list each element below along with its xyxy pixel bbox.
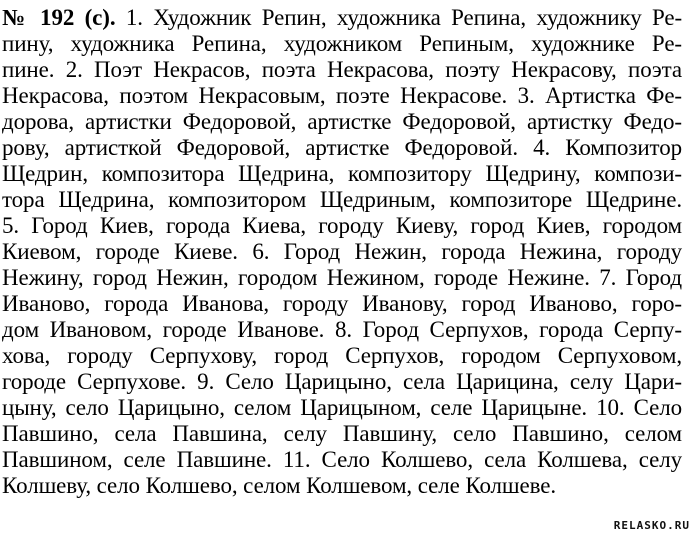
text-line: городе Серпухове. 9. Село Царицыно, села Царицина, селу Цари- xyxy=(2,369,682,394)
text-line: Щедрин, композитора Щедрина, композитору Щедрину, компози- xyxy=(2,161,682,186)
text-line: Киевом, городе Киеве. 6. Город Нежин, города Нежина, городу xyxy=(2,239,682,264)
text-line: Павшином, селе Павшине. 11. Село Колшево, села Колшева, селу xyxy=(2,447,682,472)
text-line xyxy=(2,5,682,31)
text-line: рову, артисткой Федоровой, артистке Федоровой. 4. Композитор xyxy=(2,135,682,160)
text-line: тора Щедрина, композитором Щедриным, композиторе Щедрине. xyxy=(2,187,682,212)
exercise-text xyxy=(2,5,682,499)
text-line: дорова, артистки Федоровой, артистке Федоровой, артистку Федо- xyxy=(2,109,682,134)
text-line: Нежину, город Нежин, городом Нежином, городе Нежине. 7. Город xyxy=(2,265,682,290)
text-line: пине. 2. Поэт Некрасов, поэта Некрасова, поэту Некрасову, поэта xyxy=(2,57,682,82)
text-line-content: 1. Художник Репин, художника Репина, художнику Ре- xyxy=(115,5,683,30)
exercise-number: № 192 (с). xyxy=(2,5,116,30)
text-line: Некрасова, поэтом Некрасовым, поэте Некрасове. 3. Артистка Фе- xyxy=(2,83,682,108)
watermark: RELASKO.RU xyxy=(613,519,690,532)
text-line: пину, художника Репина, художником Репиным, художнике Ре- xyxy=(2,31,682,56)
text-line: цыну, село Царицыно, селом Царицыном, селе Царицыне. 10. Село xyxy=(2,395,682,420)
text-line: хова, городу Серпухову, город Серпухов, городом Серпуховом, xyxy=(2,343,682,368)
text-line: Иваново, города Иванова, городу Иванову, город Иваново, горо- xyxy=(2,291,682,316)
text-line: 5. Город Киев, города Киева, городу Киеву, город Киев, городом xyxy=(2,213,682,238)
text-line: Колшеву, село Колшево, селом Колшевом, селе Колшеве. xyxy=(2,473,557,498)
text-line: Павшино, села Павшина, селу Павшину, село Павшино, селом xyxy=(2,421,682,446)
text-line: дом Ивановом, городе Иванове. 8. Город Серпухов, города Серпу- xyxy=(2,317,682,342)
